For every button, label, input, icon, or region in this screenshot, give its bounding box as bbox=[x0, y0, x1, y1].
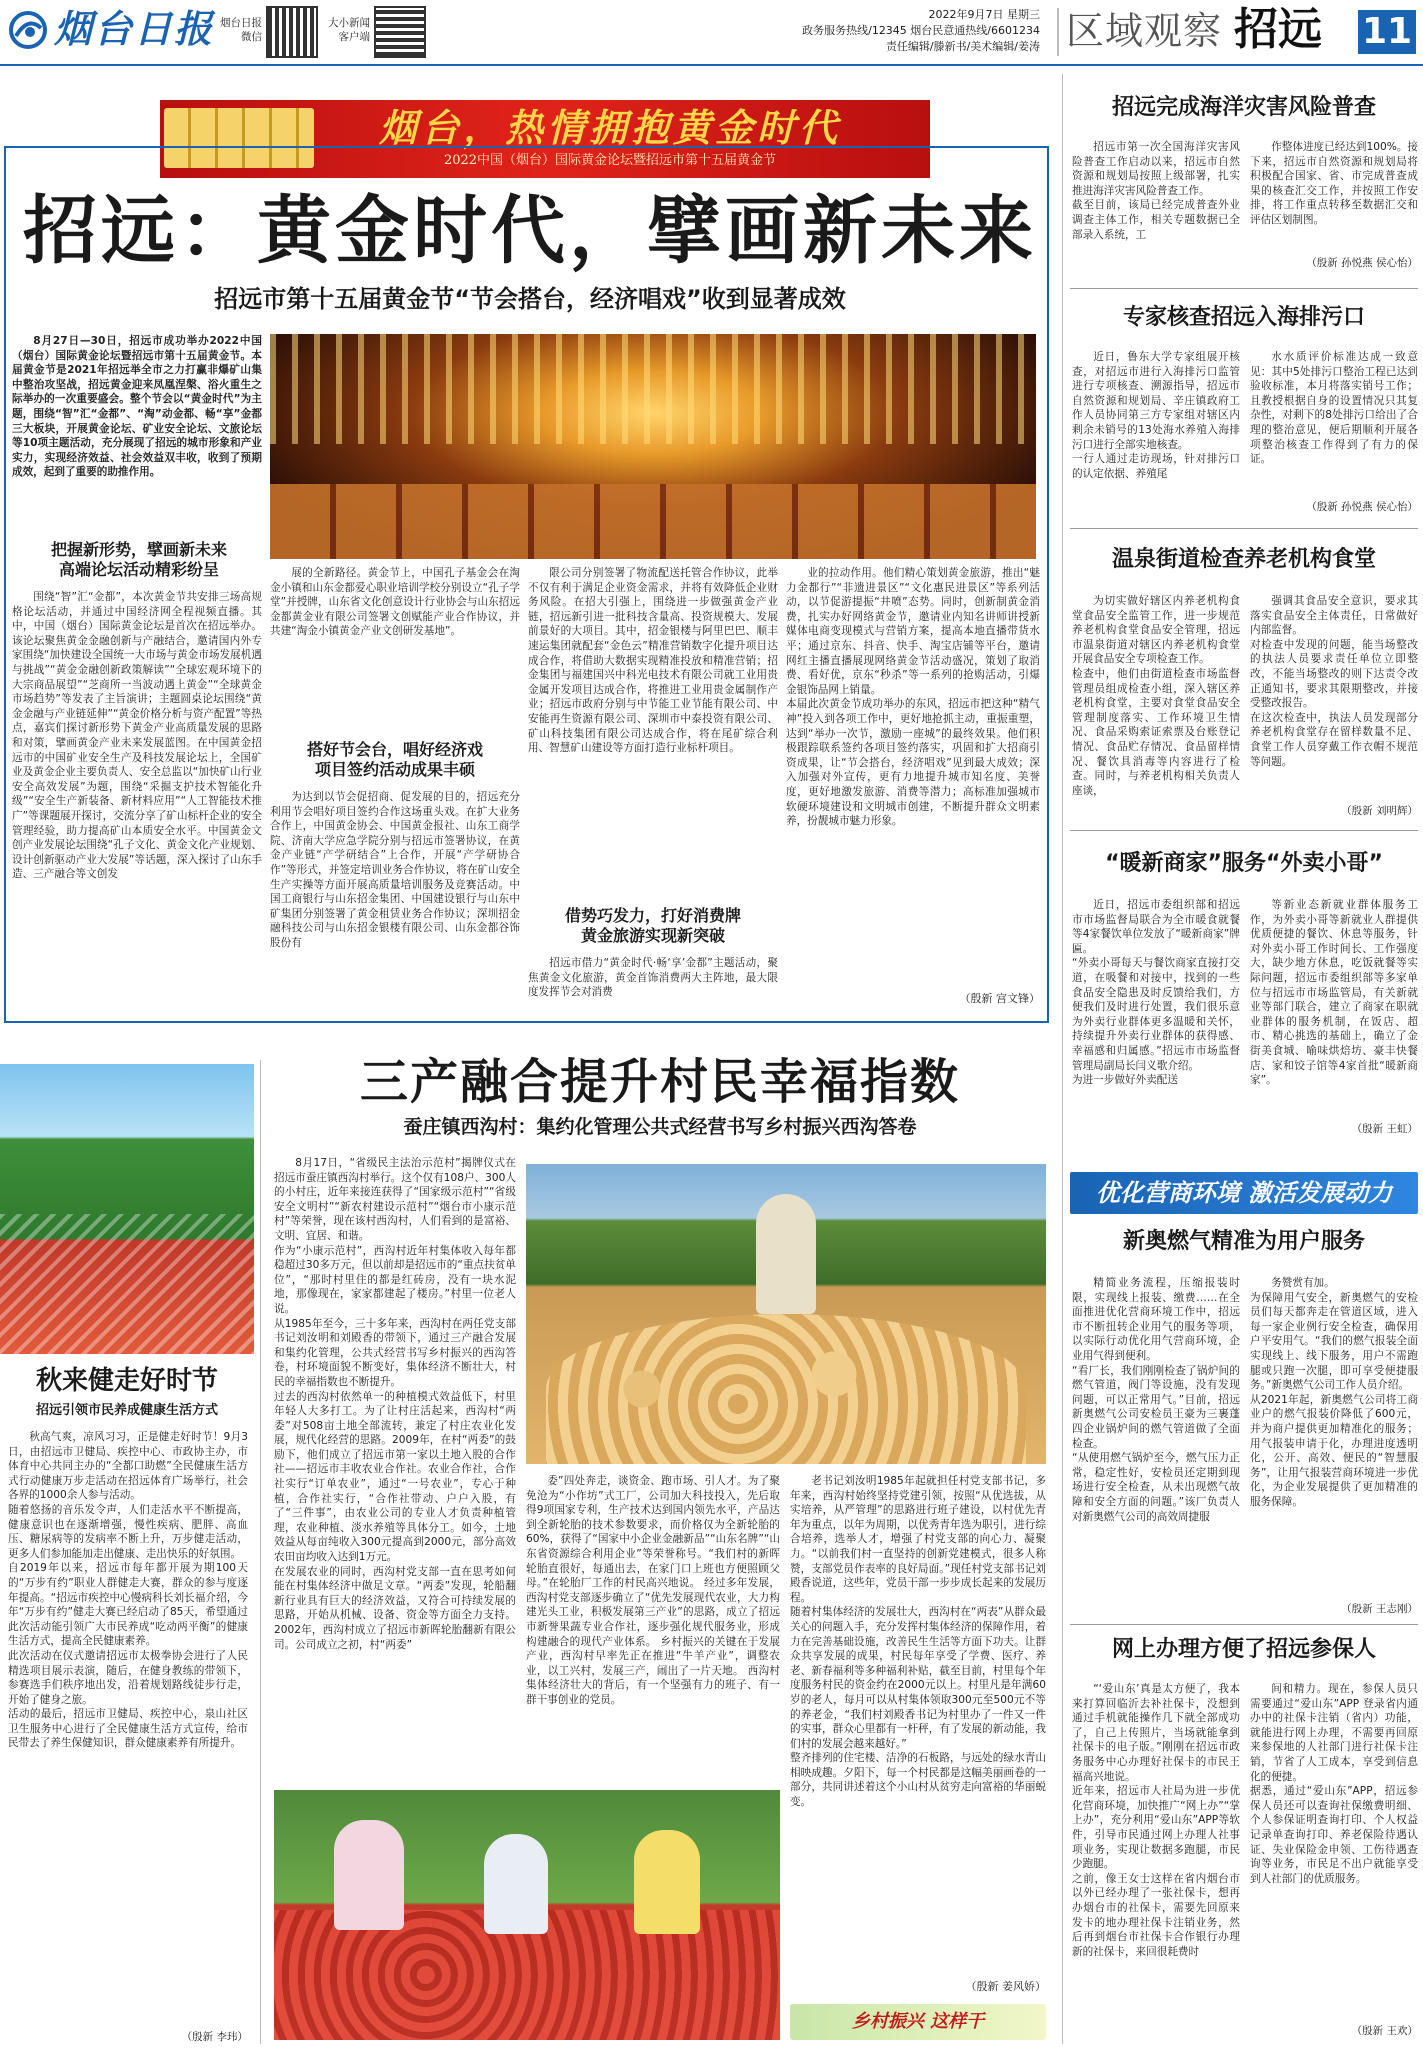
photo-light-strips bbox=[270, 334, 1036, 444]
right-article6-byline: （殷新 王欢） bbox=[1351, 2025, 1418, 2037]
left-column-divider bbox=[260, 1060, 261, 2044]
lead-sub3: 借势巧发力，打好消费牌 黄金旅游实现新突破 bbox=[564, 906, 741, 945]
right-article1-col1 bbox=[1072, 140, 1240, 274]
left-body-text: 秋高气爽，凉风习习，正是健走好时节！9月3日，由招远市卫健局、疾控中心、市政协主办，市体育中心共同主办的“全都口助燃”全民健康生活方式行动健康万步走活动在招远体育广场举行，社会各界的1000余人参与活动。 随着悠扬的音乐发令声，人们走活水平不断提高，健康意识也在逐渐增强，慢性疾病、肥胖、高血压、糖尿病等的发病率不断上升，万步健走活动，更多人们参加能加走出健康、走出快乐的好氛围。 自2019年以来，招远市每年都开展为期100天的“万步有约”职业人群健走大赛，群众的参与度逐年提高。“招远市疾控中心慢病科长刘长福介绍，今年“万步有约”健走大赛已经启动了85天，希望通过此次活动能引领广大市民养成“吃动两平衡”的健康生活方式，提高全民健康素养。 此次活动在仪式邀请招远市太极拳协会进行了人民精选项目展示表演，随后，在健身教练的带领下，参赛选手们秩序地出发，沿着规划路线徒步行走，开始了健身之旅。 活动的最后，招远市卫健局、疾控中心，泉山社区卫生服务中心进行了全民健康生活方式宣传，给市民带去了养生保健知识，群众健康素养有所提升。 bbox=[8, 1431, 248, 1750]
right-article5-title: 新奥燃气精准为用户服务 bbox=[1122, 1229, 1365, 1254]
photo-crowd-pattern bbox=[0, 1214, 254, 1354]
right-article4-col2 bbox=[1250, 898, 1418, 1118]
right-article2-col1-text: 近日，鲁东大学专家组展开核查，对招远市进行入海排污口监管进行专项核查、溯源指导，招远市自然资源和规划局、辛庄镇政府工作人员协同第三方专家组对辖区内剩余未销号的13处海水养殖入海排污口进行全部实地核查。 一行人通过走访现场，针对排污口的认定依据、养殖尾 bbox=[1072, 351, 1240, 480]
potato-harvest-photo bbox=[526, 1164, 1046, 1464]
photo-picker-figure bbox=[634, 1830, 700, 1934]
section-divider bbox=[1057, 8, 1059, 56]
right-article3-col2-text: 强调其食品安全意识，要求其落实食品安全主体责任，日常做好内部监督。 对检查中发现的问题，能当场整改的执法人员要求责任单位立即整改，不能当场整改的则下达责令改正通知书，要求其限期整改，并接受整改报告。 在这次检查中，执法人员发现部分养老机构食堂存在留样数量不足、食堂工作人员穿戴工作衣帽不规范等问题。 bbox=[1250, 595, 1418, 768]
lead-col2a-text: 展的全新路径。黄金节上，中国孔子基金会在淘金小镇和山东金都爱心职业培训学校分别设立“孔子学堂”并授牌，山东省文化创意设计行业协会与山东招远金都黄金业有限公司签署文创赋能产业合作协议，并共建“淘金小镇黄金产业文创研发基地”。 bbox=[270, 567, 520, 638]
lead-col1-text: 围绕“智”汇“金都”，本次黄金节共安排三场高规格论坛活动，并通过中国经济网全程视频直播。其中，中国（烟台）国际黄金论坛是首次在招远举办。该论坛聚焦黄金金融创新与产融结合，邀请国内外专家围绕“加快建设全国统一大市场与黄金市场发展机遇与挑战”“黄金金融创新政策解读”“全球宏观环境下的大宗商品展望”“芝商所一当波动遇上黄金”“全球黄金市场趋势”等发表了主旨演讲；主题圆桌论坛围绕“黄金金融与产业链延伸”“黄金价格分析与资产配置”等热点，嘉宾们探讨新形势下黄金产业高质量发展的思路和对策，擘画黄金产业未来发展蓝图。在中国黄金招远市的中国矿业安全生产及科技发展论坛上，全国矿业及黄金企业主要负责人、安全总监以“加快矿山行业安全高效发展”为题，围绕“采掘支护技术智能化升级”“安全生产新装备、新材料应用”“人工智能技术推广”等课题展开探讨，交流分享了矿山标杆企业的安全管理经验，助力提高矿山本质安全水平。中国黄金文创产业发展论坛围绕“孔子文化、黄金文化产业规划、设计创新驱动产业大发展”等话题，深入探讨了山东手造、三产融合等文创发 bbox=[12, 591, 262, 881]
rural-badge bbox=[790, 2004, 1046, 2040]
editors: 责任编辑/滕新书/美术编辑/姜涛 bbox=[885, 40, 1040, 53]
right-article4-col2-text: 等新业态新就业群体服务工作，为外卖小哥等新就业人群提供优质便捷的餐饮、休息等服务，针对外卖小哥工作时间长、工作强度大，缺少地方休息，吃饭就餐等实际问题，招远市委组织部等多家单位与招远市市场监管局，有关新就业等部门联合，建立了商家在职就业群体的服务机制，在饭店、超市、精心挑选的基础上，确立了金街美食城、喻味烘焙坊、豪丰快餐店、家和饺子馆等4家首批“暖新商家”。 bbox=[1250, 899, 1418, 1087]
lead-col1 bbox=[12, 590, 262, 1016]
lead-col3b bbox=[528, 956, 778, 1016]
lead-intro-text: 8月27日—30日，招远市成功举办2022中国（烟台）国际黄金论坛暨招远市第十五届黄金节。本届黄金节是2021年招远举全市之力打赢非爆矿山集中整治攻坚战，招远黄金迎来凤凰涅槃、浴火重生之际举办的一次重要盛会。整个节会以“黄金时代”为主题，围绕“智”汇“金都”、“淘”动金都、畅“享”金都三大板块，开展黄金论坛、矿业安全论坛、文旅论坛等10项主题活动，充分展现了招远的城市形象和产业实力，实现经济效益、社会效益双丰收，收到了预期成效，起到了重要的助推作用。 bbox=[12, 335, 262, 479]
business-band bbox=[1070, 1172, 1418, 1214]
right-column-divider bbox=[1062, 74, 1063, 2044]
right-article1-byline: （殷新 孙悦燕 侯心怡） bbox=[1306, 257, 1418, 269]
right-article3-col1 bbox=[1072, 594, 1240, 818]
right-divider bbox=[1070, 830, 1418, 831]
right-article3-col1-text: 为切实做好辖区内养老机构食堂食品安全监管工作，进一步规范养老机构食堂食品安全管理，招远市温泉街道对辖区内养老机构食堂开展食品安全专项检查工作。 检查中，他们由街道检查市场监督管理员组成检查小组，深入辖区养老机构食堂，主要对食堂食品安全管理制度落实、工作环境卫生情况、食品采购索证索票及台账登记情况、食品贮存情况、食品留样情况、餐饮具消毒等内容进行了检查。同时，与养老机构相关负责人座谈， bbox=[1072, 595, 1240, 797]
gold-jewelry-photo bbox=[270, 334, 1036, 559]
right-article6-col2 bbox=[1250, 1682, 1418, 2020]
lead-col3a-text: 限公司分别签署了物流配送托管合作协议，此举不仅有利于满足企业资金需求，并将有效降低企业财务风险。在招大引强上，围绕进一步做强黄金产业链，招远新引进一批科技含量高、投资规模大、发展前景好的大项目。其中，招金银楼与阿里巴巴、顺丰速运集团就配套“金色云”精准营销数字化提升项目达成合作，将借助大数据实现精准投放和精准营销；招金集团与福建国兴中科光电技术有限公司就工业用贵金属开发项目达成合作，将推进工业用贵金属制作产业；招远市政府分别与中节能工业节能有限公司、中安能再生资源有限公司、深圳市中泰投资有限公司、矿山科技集团有限公司达成合作，将在尾矿综合利用、智慧矿山建设等方面打造行业标杆项目。 bbox=[528, 567, 778, 755]
right-article2-col2-text: 水水质评价标准达成一致意见：其中5处排污口整治工程已达到验收标准，本月将落实销号工作；且教授根据自身的设置情况只其复杂性，对剩下的8处排污口给出了合理的整治意见，便后期顺利开展各项整治核查工作得到了有力的保证。 bbox=[1250, 351, 1418, 466]
second-col1 bbox=[274, 1156, 516, 1782]
second-col2 bbox=[526, 1474, 780, 1784]
qr1-label: 烟台日报 微信 bbox=[220, 17, 262, 43]
walkers-crowd-photo bbox=[0, 1064, 254, 1354]
right-article2-title: 专家核查招远入海排污口 bbox=[1122, 305, 1365, 330]
lead-sub2: 搭好节会台，唱好经济戏 项目签约活动成果丰硕 bbox=[306, 740, 483, 779]
lead-col2b bbox=[270, 790, 520, 1016]
qr2-label: 大小新闻 客户端 bbox=[328, 17, 370, 43]
right-article3-byline: （殷新 刘明辉） bbox=[1341, 805, 1418, 817]
right-article6-col1 bbox=[1072, 1682, 1240, 2040]
left-title: 秋来健走好时节 bbox=[35, 1366, 218, 1396]
lead-headline: 招远：黄金时代，擘画新未来 bbox=[23, 188, 1037, 274]
right-article3-col2 bbox=[1250, 594, 1418, 800]
second-col2-text: 委”四处奔走，谈资金、跑市场、引人才。为了聚免沧为“小作坊”式工厂，公司加大科技投入，先后取得9项国家专利，生产技术达到国内领先水平，产品达到全新轮胎的技术参数要求，而价格仅为全新轮胎的60%，获得了“国家中小企业金融新品”“山东名牌”“山东省资源综合利用企业”等荣誉称号。“我们村的新晖轮胎直很好，每通出去，在家门口上班也方便照顾父母。”在轮胎厂工作的村民高兴地说。 经过多年发展，西沟村党支部逐步确立了“优先发展现代农业，大力构建光头工业，积极发展第三产业”的思路，成立了招远市新誉果蔬专业合作社，逐步强化规代服务业，形成构建融合的现代产业体系。 乡村振兴的关键在于发展产业，西沟村早率先正在推进“牛羊产业”，调整农业，以工兴村，发展三产，闹出了一片天地。 西沟村集体经济壮大的背后，有一个坚强有力的班子、有一群干事创业的党员。 bbox=[526, 1475, 780, 1706]
date-line: 2022年9月7日 星期三 bbox=[928, 8, 1040, 21]
masthead bbox=[0, 0, 1423, 64]
banner-title: 烟台，热情拥抱黄金时代 bbox=[378, 106, 841, 150]
lead-byline: （殷新 宫文锋） bbox=[959, 992, 1040, 1005]
masthead-rule bbox=[0, 64, 1423, 66]
right-article5-col1-text: 精简业务流程，压缩报装时限，实现线上报装、缴费……在全面推进优化营商环境工作中，招远市不断扭转企业用气的服务等项，以实际行动优化用气营商环境，企业用气得到便利。 “看厂长，我们刚刚检查了锅炉间的燃气管道，阀门等设施，没有发现问题，可以正常用气。”目前，招远新奥燃气公司安检员王豪为三裹蓬四企业锅炉间的燃气管道做了全面检查。 “从使用燃气锅炉至今，燃气压力正常，稳定性好，安检员还定期到现场进行安全检查，从未出现燃气故障和安全方面的问题。”该厂负责人对新奥燃气公司的高效周捷服 bbox=[1072, 1277, 1240, 1523]
lead-col4-text: 业的拉动作用。他们精心策划黄金旅游，推出“魅力金都行”“非遗进景区”“文化惠民进景区”等系列活动，以节促游提振“井喷”态势。同时，创新制黄金消费，扎实办好网络黄金节，邀请业内知名讲师讲授新媒体电商变现模式与营销方案，提高本地直播带货水平；通过京东、抖音、快手、淘宝店铺等平台，邀请网红主播直播展现网络黄金节活动盛况，策划了取消费、看好优，京东“秒杀”等一系列的抢购活动，引爆金银饰品网上销量。 本届此次黄金节成功举办的东风，招远市把这种“精气神”投入到各项工作中，更好地抢抓主动，重振重塑，达到“举办一次节，激励一座城”的最终效果。他们积极跟踪联系签约各项目签约落实，巩固和扩大招商引资成果，让“节会搭台，经济唱戏”见到最大成效；深入加强对外宣传，更有力地提升城市知名度、美誉度，更好地激发旅游、消费等潜力；高标准加强城市软硬环境建设和文明城市创建，不断提升群众文明素养，扮靓城市魅力形象。 bbox=[786, 567, 1040, 828]
right-article4-col1 bbox=[1072, 898, 1240, 1138]
left-byline: （殷新 李玮） bbox=[181, 2031, 248, 2043]
apple-pickers-photo bbox=[274, 1790, 780, 2040]
second-deck: 蚕庄镇西沟村：集约化管理公共式经营书写乡村振兴西沟答卷 bbox=[403, 1116, 917, 1138]
right-divider bbox=[1070, 1624, 1418, 1625]
right-article1-col1-text: 招远市第一次全国海洋灾害风险普查工作启动以来，招远市自然资源和规划局按照上级部署，扎实推进海洋灾害风险普查工作。 截至目前，该局已经完成普查外业调查主体工作，相关专题数据已全部录入系统，工 bbox=[1072, 141, 1240, 241]
right-article4-col1-text: 近日，招远市委组织部和招远市市场监督局联合为全市暖食就餐等4家餐饮单位发放了“暖新商家”牌匾。 “外卖小哥每天与餐饮商家直接打交道，在吸餐和对接中，找到的一些食品安全隐患及时反馈给我们，方便我们及时进行处置，我们很乐意为外卖行业群体更多温暖和关怀，持续提升外卖行业群体的获得感、幸福感和归属感。”招远市市场监督管理局副局长闫义歌介绍。 为进一步做好外卖配送 bbox=[1072, 899, 1240, 1087]
lead-col3b-text: 招远市借力“黄金时代·畅‘享’金都”主题活动，聚焦黄金文化旅游，黄金首饰消费两大主阵地，最大限度发挥节会对消费 bbox=[528, 957, 778, 999]
right-article1-col2 bbox=[1250, 140, 1418, 252]
lead-col4 bbox=[786, 566, 1040, 986]
lead-deck: 招远市第十五届黄金节“节会搭台，经济唱戏”收到显著成效 bbox=[214, 285, 846, 313]
right-article1-col2-text: 作整体进度已经达到100%。接下来，招远市自然资源和规划局将积极配合国家、省、市完成普查成果的核查汇交工作，并按照工作安排，将工作重点转移至数据汇交和评估区划制图。 bbox=[1250, 141, 1418, 226]
hotline: 政务服务热线/12345 烟台民意通热线/6601234 bbox=[802, 24, 1040, 37]
page-number: 11 bbox=[1358, 10, 1416, 54]
business-band-text: 优化营商环境 激活发展动力 bbox=[1095, 1179, 1393, 1207]
right-article5-byline: （殷新 王志刚） bbox=[1341, 1603, 1418, 1615]
right-article5-col1 bbox=[1072, 1276, 1240, 1620]
second-col3 bbox=[790, 1474, 1046, 1974]
rural-badge-text: 乡村振兴 这样干 bbox=[851, 2011, 985, 2032]
paper-logo-icon bbox=[8, 10, 48, 50]
second-col3-text: 老书记刘汝明1985年起就担任村党支部书记，多年来，西沟村始终坚持党建引领，按照“从优选拔，从实培养，从严管理”的思路进行班子建设，以村优先青年为重点，以年为周期，以优秀青年选为职引，进行综合培养，选举人才，增强了村党支部的向心力、凝聚力。“以前我们村一直坚持的创新党建模式，很多人称赞，支部党员作表率的良好局面。”现任村党支部书记刘殿香说道，这些年，党员干部一步步成长起来的发展历程。 随着村集体经济的发展壮大，西沟村在“两表”从群众最关心的问题入手，充分发挥村集体经济的保障作用，着力在完善基础设施，改善民生生活等方面下功夫。让群众共享发展的成果，村民每年享受了学费、医疗、养老、新春福利等多种福利补贴，截至目前，村里每个年度服务村民的资金约在2000元以上。村里凡是年满60岁的老人，每月可以从村集体领取300元至500元不等的养老金，“我们村刘殿香书记为村里办了一件又一件的实事，群众心里都有一杆秤，有了发展的新动能，我们村的发展会越来越好。” 整齐排列的住宅楼、洁净的石板路，与远处的绿水青山相映成趣。夕阳下，每一个村民都是这幅美丽画卷的一部分，共同讲述着这个小山村从贫穷走向富裕的华丽蜕变。 bbox=[790, 1475, 1046, 1809]
right-article5-col2-text: 务赞赏有加。 为保障用气安全，新奥燃气的安检员们每天都奔走在管道区域，进入每一家企业例行安全检查，确保用户平安用气。“我们的燃气报装全面实现线上、线下服务，用户不需跑腿或只跑一次腿，即可享受便捷服务。”新奥燃气公司工作人员介绍。 从2021年起，新奥燃气公司将工商业户的燃气报装价降低了600元，并为商户提供更加精准化的服务；用气报装申请于化，办理进度透明化，公开、高效、便民的“智慧服务”，让用气报装营商环境进一步优化，为企业发展提供了更加精准的服务保障。 bbox=[1250, 1277, 1418, 1508]
second-headline: 三产融合提升村民幸福指数 bbox=[359, 1054, 960, 1110]
right-article2-col1 bbox=[1072, 350, 1240, 516]
photo-farmer-figure bbox=[756, 1194, 816, 1314]
section-name: 区域观察 bbox=[1066, 9, 1223, 53]
right-article1-title: 招远完成海洋灾害风险普查 bbox=[1111, 95, 1376, 120]
right-article6-title: 网上办理方便了招远参保人 bbox=[1111, 1637, 1376, 1662]
right-divider bbox=[1070, 528, 1418, 529]
right-article3-title: 温泉街道检查养老机构食堂 bbox=[1111, 547, 1376, 572]
photo-picker-figure bbox=[334, 1820, 404, 1930]
qr-code-icon bbox=[266, 6, 318, 58]
lead-sub1: 把握新形势，擘画新未来 高端论坛活动精彩纷呈 bbox=[50, 540, 227, 579]
right-article2-col2 bbox=[1250, 350, 1418, 498]
right-article2-byline: （殷新 孙悦燕 侯心怡） bbox=[1306, 501, 1418, 513]
second-byline: （殷新 姜风娇） bbox=[965, 1980, 1046, 1993]
region-name: 招远 bbox=[1234, 4, 1322, 55]
right-article6-col2-text: 间和精力。现在，参保人员只需要通过“爱山东”APP 登录省内通办中的社保卡注销（省内）功能，就能进行网上办理，不需要再回原来参保地的人社部门进行社保卡注销，节省了人工成本，享受到信息化的便捷。 据悉，通过“爱山东”APP，招远参保人员还可以查询社保缴费明细、个人参保证明查询打印、个人权益记录单查询打印、养老保险待遇认证、失业保险金申领、工伤待遇查询等业务，市民足不出户就能享受到人社部门的优质服务。 bbox=[1250, 1683, 1418, 1885]
qr-code-icon bbox=[374, 6, 426, 58]
right-article5-col2 bbox=[1250, 1276, 1418, 1598]
left-body bbox=[8, 1430, 248, 2030]
photo-picker-figure bbox=[484, 1834, 548, 1934]
right-article6-col1-text: “‘爱山东’真是太方便了，我本来打算回临沂去补社保卡，没想到通过手机就能操作几下就全部成功了，自己上传照片，当场就能拿到社保卡的电子版。”刚刚在招远市政务服务中心办理好社保卡的市民王福高兴地说。 近年来，招远市人社局为进一步优化营商环境，加快推广“网上办”“掌上办”，充分利用“爱山东”APP等软件，引导市民通过网上办理人社事项业务，实现让数据多跑腿，市民少跑腿。 之前，像王女士这样在省内烟台市以外已经办理了一张社保卡，想再办烟台市的社保卡，需要先回原来发卡的地办理社保卡注销业务，然后再到烟台市社保卡合作银行办理新的社保卡，来回很耗费时 bbox=[1072, 1683, 1240, 1958]
right-article4-title: “暖新商家”服务“外卖小哥” bbox=[1105, 851, 1383, 876]
lead-col2b-text: 为达到以节会促招商、促发展的目的，招远充分利用节会唱好项目签约合作这场重头戏。在扩大业务合作上，中国黄金协会、中国黄金报社、山东工商学院、济南大学应急学院分别与招远市签署协议，在黄金产业链“产学研结合”上合作，开展“产学研协合作”等形式，并签定培训业务合作协议，将在矿山安全生产实操等方面开展高质量培训服务及竞赛活动。中国工商银行与山东招金集团、中国建设银行与山东中矿集团分别签署了黄金租赁业务合作协议；深圳招金融科技公司与山东招金银楼有限公司、山东金都谷饰股份有 bbox=[270, 791, 520, 949]
paper-name: 烟台日报 bbox=[54, 6, 215, 51]
right-article4-byline: （殷新 王虹） bbox=[1351, 1123, 1418, 1135]
second-col1-text: 8月17日，“省级民主法治示范村”揭牌仪式在招远市蚕庄镇西沟村举行。这个仅有108户、300人的小村庄，近年来接连获得了“国家级示范村”“省级安全文明村”“新农村建设示范村”“烟台市小康示范村”等荣誉，现在该村西沟村，人们看到的是富裕、文明、宜居、和谐。 作为“小康示范村”，西沟村近年村集体收入每年都稳超过30多万元，但以前却是招远市的“重点扶贫单位”，“那时村里住的都是红砖房，没有一块水泥地，那像现在，家家都建起了楼房。”村里一位老人说。 从1985年至今，三十多年来，西沟村在两任党支部书记刘汝明和刘殿香的带领下，通过三产融合发展和集约化管理，公共式经营书写乡村振兴的西沟答卷，村环境面貌不断变好，集体经济不断壮大，村民的幸福指数也不断提升。 过去的西沟村依然单一的种植模式效益低下，村里年轻人大多打工。为了让村庄活起来，西沟村“两委”对508亩土地全部流转，兼定了村庄农业化发展，规代化经营的思路。2009年，在村“两委”的鼓励下，他们成立了招远市第一家以土地入股的合作社——招远市丰收农业合作社。农业合作社，合作社实行“订单农业”，通过“一号农业”，专心于种植，合作社实行，“合作社带动、户户入股，有了“三件事”，由农业公司的专业人才负责种植管理，农业种植、淡水养殖等具体分工。如今，土地效益从每亩纯收入300元提高到2000元，部分高效农田亩均收入达到1万元。 在发展农业的同时，西沟村党支部一直在思考如何能在村集体经济中做足文章。“两委”发现，轮船翻新行业具有巨大的经济效益，又符合可持续发展的思路，开始从机械、设备、资金等方面全力支持。2002年，西沟村成立了招远市新晖轮胎翻新有限公司。公司成立之初，村“两委” bbox=[274, 1157, 516, 1651]
photo-potato-pile bbox=[546, 1314, 1026, 1464]
right-divider bbox=[1070, 288, 1418, 289]
left-subtitle: 招远引领市民养成健康生活方式 bbox=[35, 1403, 218, 1418]
photo-display-cases bbox=[270, 484, 1036, 559]
banner-subtitle: 2022中国（烟台）国际黄金论坛暨招远市第十五届黄金节 bbox=[443, 153, 777, 168]
lead-col3a bbox=[528, 566, 778, 896]
lead-intro bbox=[12, 334, 262, 524]
lead-col2a bbox=[270, 566, 520, 726]
